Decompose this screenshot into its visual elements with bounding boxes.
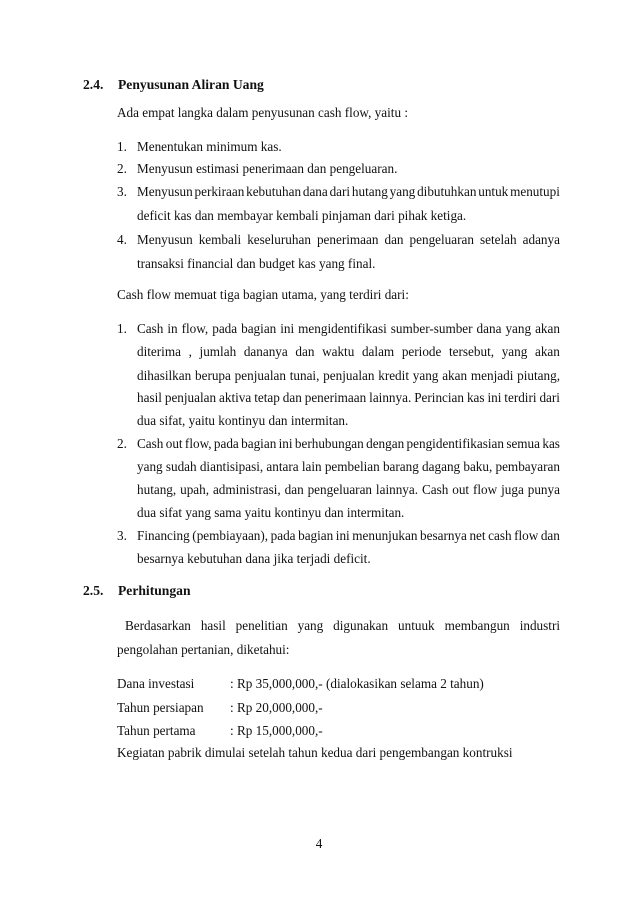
word: sumber-sumber — [390, 321, 473, 336]
list-item-line — [137, 390, 560, 406]
word: penjualan — [323, 368, 375, 383]
list-number: 3. — [117, 184, 127, 199]
word: untuuk — [398, 618, 435, 633]
list-number: 4. — [117, 232, 127, 247]
word: dan — [384, 232, 404, 247]
word: Financing — [137, 528, 190, 543]
word: pengeluaran — [409, 232, 474, 247]
word: sudah — [165, 459, 197, 474]
word: Cash — [137, 321, 164, 336]
word: pada — [212, 321, 238, 336]
word: menutupi — [510, 184, 560, 199]
word: lainnya. — [369, 390, 412, 405]
list-item-line — [137, 528, 560, 544]
word: kas — [466, 390, 485, 405]
paragraph-line: pengolahan pertanian, diketahui: — [117, 642, 290, 657]
word: membangun — [444, 618, 510, 633]
word: dananya — [243, 344, 288, 359]
word: yang — [137, 459, 163, 474]
section-title: Penyusunan Aliran Uang — [118, 77, 264, 92]
list-number: 3. — [117, 528, 127, 543]
word: dagang — [422, 459, 461, 474]
closing-sentence: Kegiatan pabrik dimulai setelah tahun kedua dari pengembangan kontruksi — [117, 745, 513, 760]
word: akan — [535, 321, 560, 336]
word: antara — [266, 459, 299, 474]
item-label: Tahun pertama — [117, 723, 196, 738]
list-item-line: dua sifat yang sama yaitu kontinyu dan intermitan. — [137, 505, 405, 520]
word: (pembiayaan), — [192, 528, 269, 543]
word: semua — [506, 436, 541, 451]
word: pengeluaran — [307, 482, 373, 497]
word: akan — [534, 344, 560, 359]
word: diantisipasi, — [199, 459, 264, 474]
word: perkiraan — [194, 184, 245, 199]
page-number: 4 — [315, 836, 323, 851]
word: menunjukan — [352, 528, 418, 543]
word: periode — [401, 344, 442, 359]
section-title: Perhitungan — [118, 583, 191, 598]
section-number: 2.4. — [83, 77, 104, 92]
word: punya — [527, 482, 560, 497]
word: out — [165, 436, 183, 451]
word: out — [452, 482, 470, 497]
word: aktiva — [219, 390, 252, 405]
list-number: 1. — [117, 139, 127, 154]
word: berhubungan — [294, 436, 364, 451]
word: flow, — [184, 436, 212, 451]
word: menjadi — [470, 368, 514, 383]
word: bagian — [298, 528, 334, 543]
word: dan — [282, 390, 302, 405]
word: adanya — [522, 232, 560, 247]
list-item-line — [137, 184, 560, 200]
list-item-line — [137, 321, 560, 337]
word: tunai, — [289, 368, 320, 383]
word: bagian — [241, 321, 277, 336]
list-item-line: transaksi financial dan budget kas yang final. — [137, 256, 376, 271]
list-item-line — [137, 459, 560, 475]
list-number: 2. — [117, 161, 127, 176]
word: , — [188, 344, 192, 359]
word: hasil — [137, 390, 162, 405]
list-number: 1. — [117, 321, 127, 336]
word: pada — [270, 528, 296, 543]
word: penerimaan — [304, 390, 367, 405]
word: dana — [476, 321, 502, 336]
word: dan — [284, 482, 304, 497]
word: pada — [213, 436, 239, 451]
item-label: Tahun persiapan — [117, 700, 204, 715]
word: untuk — [478, 184, 509, 199]
word: yang — [297, 618, 324, 633]
word: administrasi, — [212, 482, 281, 497]
word: barang — [382, 459, 419, 474]
word: net — [469, 528, 486, 543]
word: dana — [302, 184, 328, 199]
word: Cash — [137, 436, 164, 451]
word: penjualan — [234, 368, 286, 383]
word: lainnya. — [375, 482, 419, 497]
item-label: Dana investasi — [117, 676, 195, 691]
list-item: Menyusun estimasi penerimaan dan pengeluaran. — [137, 161, 398, 176]
word: bagian — [241, 436, 277, 451]
list-number: 2. — [117, 436, 127, 451]
word: cash — [488, 528, 512, 543]
word: baku, — [463, 459, 493, 474]
word: hutang, — [137, 482, 177, 497]
word: jumlah — [199, 344, 237, 359]
word: yang — [501, 344, 528, 359]
word: berupa — [195, 368, 231, 383]
word: ini — [487, 390, 502, 405]
word: flow, — [181, 321, 209, 336]
word: dengan — [366, 436, 405, 451]
word: setelah — [479, 232, 517, 247]
word: juga — [501, 482, 524, 497]
section-2-4-heading — [83, 77, 264, 93]
word: hasil — [200, 618, 226, 633]
word: terdiri — [504, 390, 537, 405]
word: pembelian — [324, 459, 380, 474]
word: Berdasarkan — [125, 618, 191, 633]
word: dari — [329, 184, 351, 199]
word: kredit — [378, 368, 409, 383]
word: mengidentifikasi — [298, 321, 387, 336]
word: lain — [301, 459, 322, 474]
list-item-line: deficit kas dan membayar kembali pinjaman dari pihak ketiga. — [137, 208, 467, 223]
word: yang — [505, 321, 532, 336]
list-item-line — [137, 344, 560, 360]
word: yang — [389, 184, 416, 199]
list-item-line — [137, 232, 560, 248]
word: flow — [514, 528, 539, 543]
list-item-line: dua sifat, yaitu kontinyu dan intermitan. — [137, 413, 349, 428]
word: kembali — [198, 232, 242, 247]
section-number: 2.5. — [83, 583, 104, 598]
word: flow — [473, 482, 498, 497]
word: dihasilkan — [137, 368, 192, 383]
list-item-line — [137, 436, 560, 452]
word: in — [167, 321, 178, 336]
word: Cash — [421, 482, 449, 497]
word: ini — [335, 528, 350, 543]
word: penerimaan — [316, 232, 379, 247]
list-item-line: besarnya kebutuhan dana jika terjadi deficit. — [137, 551, 371, 566]
word: hutang — [351, 184, 388, 199]
intro-paragraph: Ada empat langka dalam penyusunan cash flow, yaitu : — [117, 105, 409, 120]
word: akan — [442, 368, 468, 383]
word: waktu — [322, 344, 355, 359]
word: penelitian — [235, 618, 288, 633]
word: pengidentifikasian — [406, 436, 504, 451]
word: kebutuhan — [246, 184, 302, 199]
word: diterima — [137, 344, 181, 359]
word: ini — [280, 321, 295, 336]
item-value: : Rp 35,000,000,- (dialokasikan selama 2 tahun) — [230, 676, 484, 691]
word: dari — [539, 390, 560, 405]
word: digunakan — [333, 618, 389, 633]
word: dan — [540, 528, 560, 543]
word: kas — [542, 436, 560, 451]
word: penjualan — [164, 390, 217, 405]
word: keseluruhan — [247, 232, 311, 247]
word: upah, — [180, 482, 210, 497]
word: dibutuhkan — [417, 184, 477, 199]
word: piutang, — [517, 368, 560, 383]
item-value: : Rp 20,000,000,- — [230, 700, 323, 715]
word: Menyusun — [137, 232, 193, 247]
word: tersebut, — [449, 344, 495, 359]
list-item-line — [137, 482, 560, 498]
word: ini — [278, 436, 293, 451]
word: pembayaran — [495, 459, 560, 474]
list-item: Menentukan minimum kas. — [137, 139, 282, 154]
word: besarnya — [420, 528, 467, 543]
paragraph-line — [125, 618, 560, 634]
list-item-line — [137, 368, 560, 384]
word: dan — [295, 344, 315, 359]
cashflow-intro: Cash flow memuat tiga bagian utama, yang terdiri dari: — [117, 287, 409, 302]
word: Menyusun — [137, 184, 193, 199]
section-2-5-heading — [83, 583, 191, 599]
word: industri — [519, 618, 560, 633]
word: tetap — [254, 390, 280, 405]
word: dalam — [361, 344, 395, 359]
item-value: : Rp 15,000,000,- — [230, 723, 323, 738]
word: yang — [412, 368, 439, 383]
word: Perincian — [414, 390, 465, 405]
